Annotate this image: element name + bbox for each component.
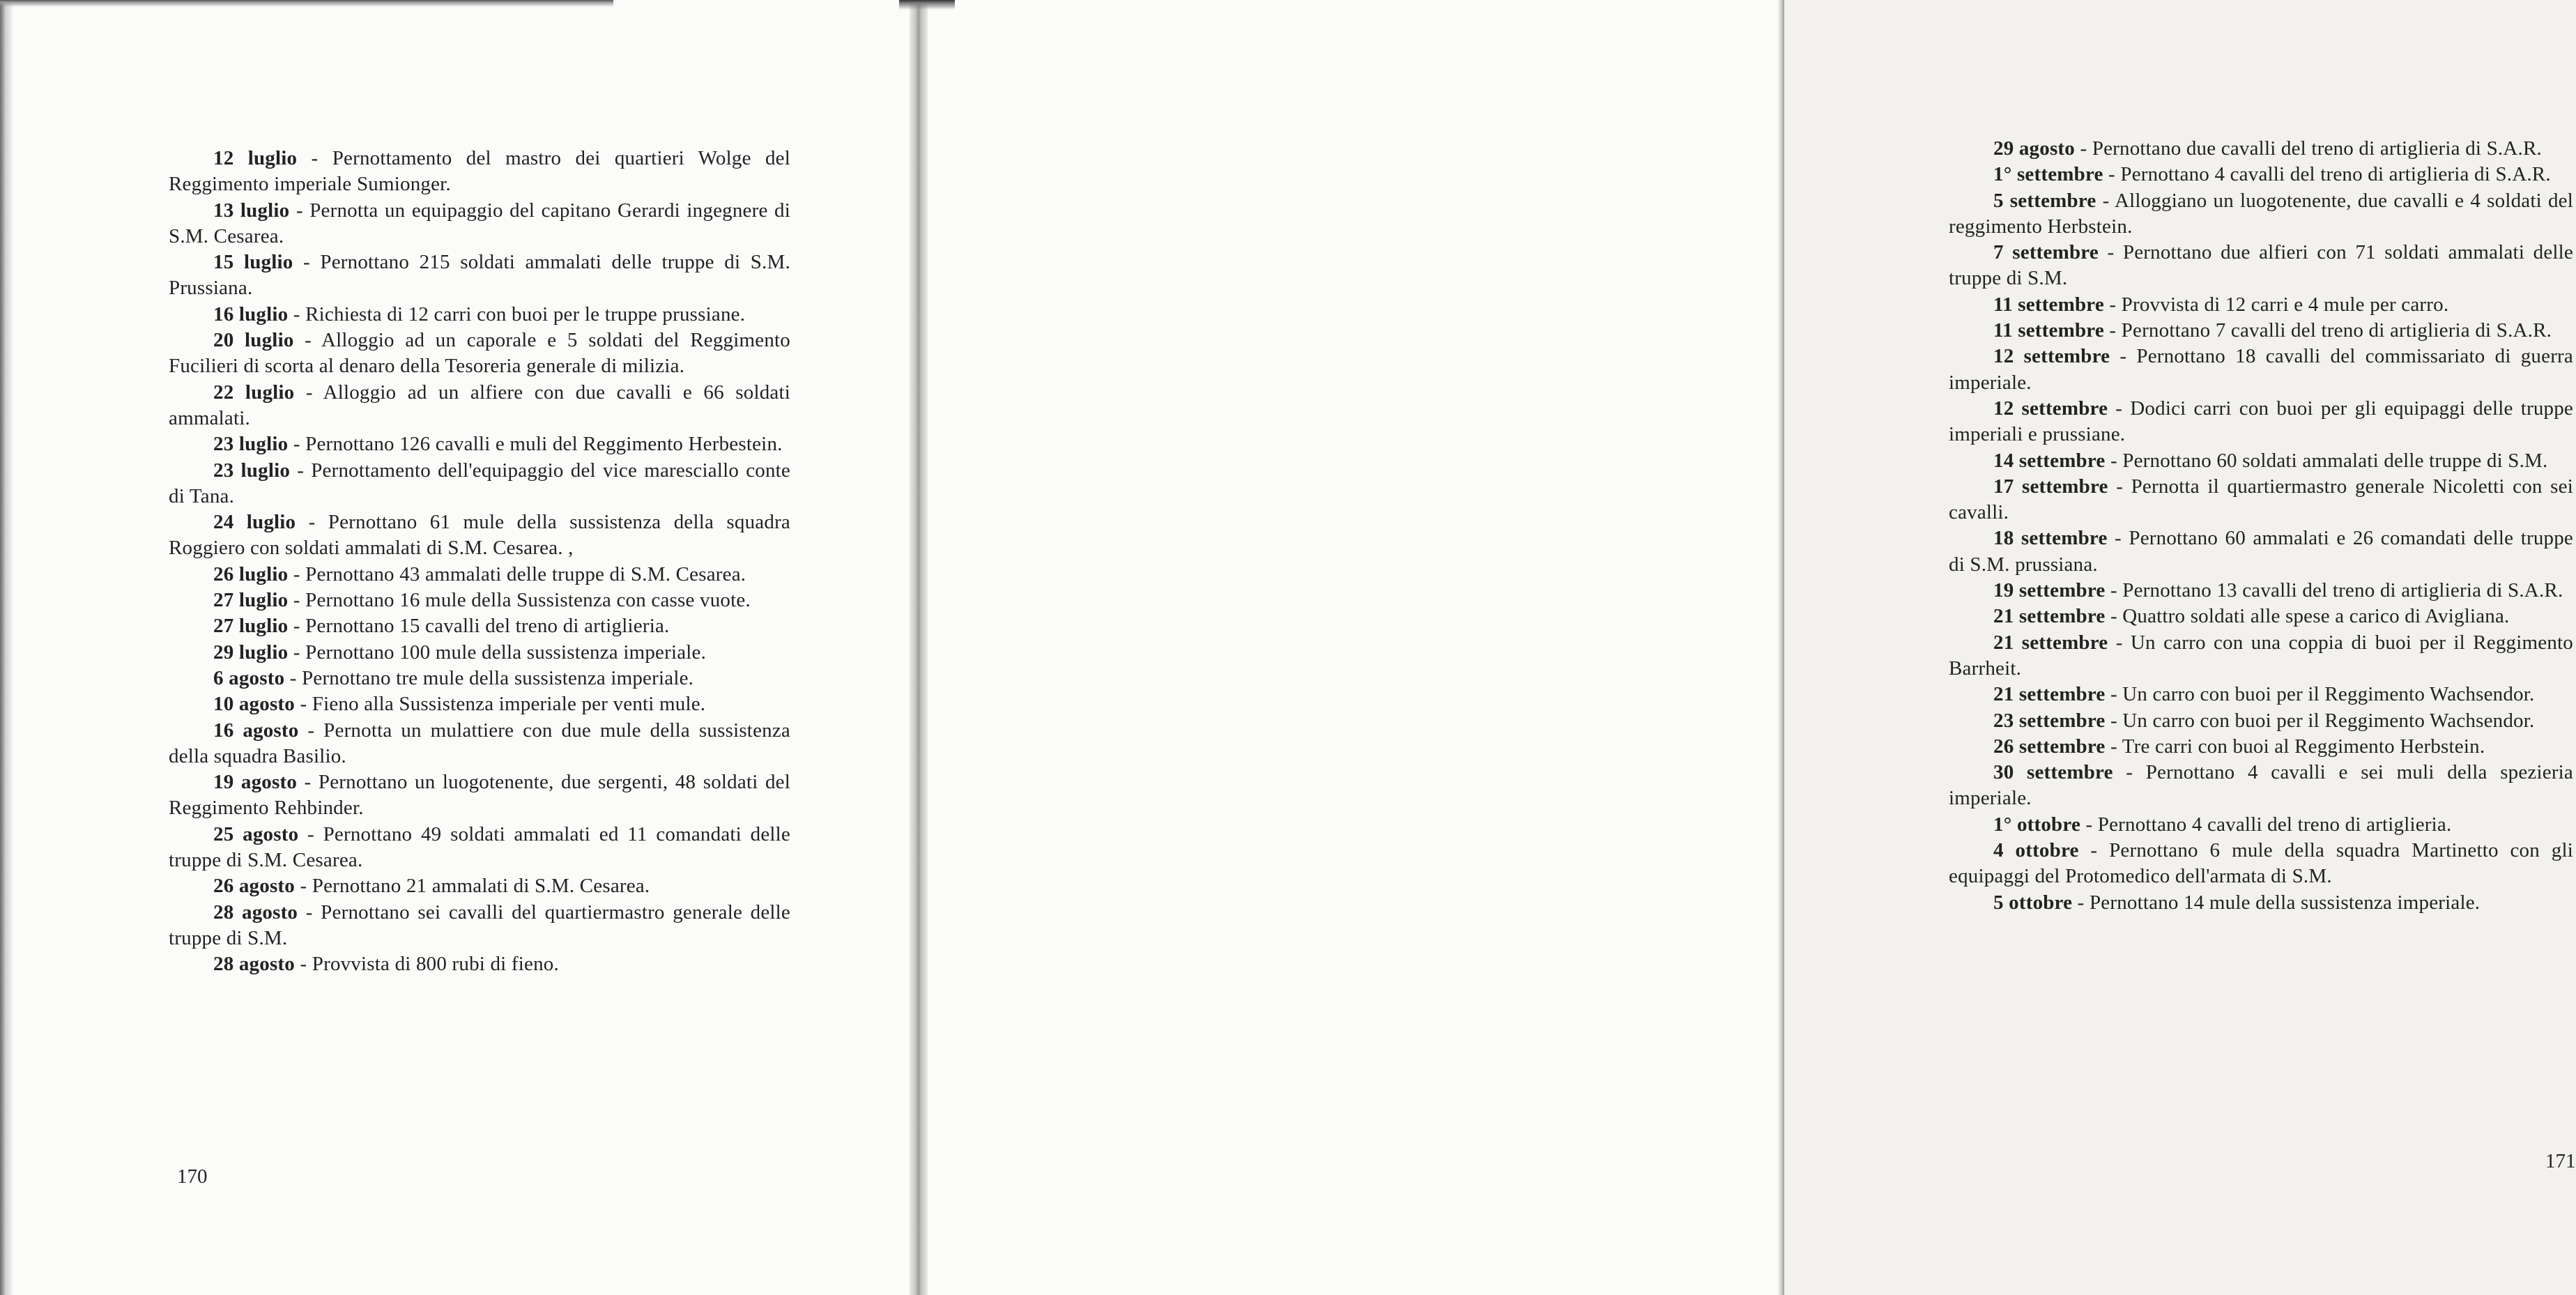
entry (1949, 162, 2573, 187)
entry-date: 16 agosto (213, 719, 299, 742)
entry-date: 24 luglio (213, 511, 296, 534)
entry-text: - Richiesta di 12 carri con buoi per le truppe prussiane. (288, 302, 746, 325)
entry (169, 146, 790, 198)
entry (169, 458, 790, 510)
entry-date: 27 luglio (213, 589, 289, 612)
entry-text: - Pernottano 60 soldati ammalati delle truppe di S.M. (2105, 449, 2548, 472)
entry-date: 26 luglio (213, 562, 289, 585)
entry-date: 23 settembre (1993, 709, 2106, 732)
entry (169, 951, 790, 977)
entry (1949, 890, 2573, 916)
entry-date: 6 agosto (213, 666, 285, 689)
entry-text: - Provvista di 12 carri e 4 mule per carro. (2103, 293, 2449, 316)
entry-text: - Pernottano 126 cavalli e muli del Reggimento Herbestein. (288, 433, 783, 456)
entry (1949, 448, 2573, 474)
entry (169, 822, 790, 874)
entry-text: - Pernottano 21 ammalati di S.M. Cesarea. (295, 875, 650, 898)
entry (169, 691, 790, 717)
entry (1949, 344, 2573, 396)
entry-text: - Pernottano due cavalli del treno di artiglieria di S.A.R. (2075, 137, 2542, 160)
entry (169, 718, 790, 770)
entry (169, 666, 790, 691)
entry (1949, 578, 2573, 604)
entry-date: 19 settembre (1993, 579, 2106, 602)
entry-text: - Pernottano 16 mule della Sussistenza con casse vuote. (288, 589, 751, 612)
entry (169, 328, 790, 380)
entry-text: - Pernottamento dell'equipaggio del vice maresciallo conte di Tana. (169, 459, 790, 507)
entry-text: - Alloggio ad un caporale e 5 soldati del Reggimento Fucilieri di scorta al denaro della Tesoreria generale di milizia. (169, 329, 790, 378)
entry-date: 23 luglio (213, 433, 289, 456)
entry (169, 302, 790, 328)
entry-text: - Pernottano 7 cavalli del treno di artiglieria di S.A.R. (2103, 319, 2552, 342)
entry-text: - Alloggio ad un alfiere con due cavalli e 66 soldati ammalati. (169, 381, 790, 429)
entry-text: - Dodici carri con buoi per gli equipaggi delle truppe imperiali e prussiane. (1949, 397, 2574, 446)
entry-date: 7 settembre (1993, 241, 2099, 264)
entry-date: 10 agosto (213, 693, 295, 716)
entry-text: - Pernottano 18 cavalli del commissariato di guerra imperiale. (1949, 345, 2573, 394)
entry (169, 509, 790, 562)
right-page (919, 0, 2576, 1295)
entry-text: - Pernottano due alfieri con 71 soldati ammalati delle truppe di S.M. (1949, 241, 2573, 290)
entry (1949, 604, 2573, 629)
entry-date: 28 agosto (213, 953, 295, 976)
entry-text: - Pernottano 49 soldati ammalati ed 11 comandati delle truppe di S.M. Cesarea. (169, 822, 791, 872)
entry-text: - Un carro con buoi per il Reggimento Wachsendor. (2105, 709, 2535, 732)
entry-text: - Pernottano 6 mule della squadra Martinetto con gli equipaggi del Protomedico dell'armata di S.M. (1949, 839, 2573, 888)
entry-date: 12 settembre (1993, 345, 2110, 368)
entry (1949, 474, 2573, 526)
page-edge-shadow-right (1777, 0, 1784, 1295)
entry (169, 873, 790, 899)
entry (169, 250, 790, 302)
entry-date: 23 luglio (213, 459, 291, 482)
entry (169, 431, 790, 457)
entry-text: - Pernotta un mulattiere con due mule della sussistenza della squadra Basilio. (169, 719, 790, 767)
gutter-top-shadow (899, 0, 955, 10)
entry-text: - Pernottano sei cavalli del quartiermastro generale delle truppe di S.M. (169, 901, 790, 949)
entry-text: - Un carro con una coppia di buoi per il Reggimento Barrheit. (1949, 631, 2573, 680)
entry (1949, 708, 2573, 734)
entry-text: - Pernottano 4 cavalli del treno di artiglieria. (2080, 813, 2452, 836)
entry-text: - Pernottano 60 ammalati e 26 comandati delle truppe di S.M. prussiana. (1949, 527, 2574, 576)
entry-date: 22 luglio (213, 381, 295, 404)
entry-text: - Pernottano 61 mule della sussistenza della squadra Roggiero con soldati ammalati di S.M. Cesarea. , (169, 511, 790, 560)
entry-text: - Provvista di 800 rubi di fieno. (295, 953, 559, 976)
page-edge-shadow (0, 0, 14, 1295)
entry (1949, 760, 2573, 812)
entry (169, 588, 790, 613)
entry-date: 13 luglio (213, 199, 290, 222)
entry-text: - Pernottano 4 cavalli e sei muli della spezieria imperiale. (1949, 761, 2574, 810)
entry-text: - Fieno alla Sussistenza imperiale per venti mule. (295, 693, 706, 716)
left-page-text (169, 146, 790, 978)
top-edge-shadow (0, 0, 613, 7)
entry-text: - Pernottano tre mule della sussistenza imperiale. (284, 666, 694, 689)
entry-date: 5 ottobre (1993, 891, 2073, 914)
entry-text: - Pernottano un luogotenente, due sergenti, 48 soldati del Reggimento Rehbinder. (169, 771, 790, 820)
entry (169, 769, 790, 822)
entry-text: - Pernottano 43 ammalati delle truppe di S.M. Cesarea. (288, 562, 746, 585)
entry (1949, 526, 2573, 578)
entry-date: 21 settembre (1993, 683, 2106, 706)
entry-date: 26 agosto (213, 875, 295, 898)
entry-date: 20 luglio (213, 329, 294, 352)
entry-date: 5 settembre (1993, 189, 2096, 212)
entry-date: 12 settembre (1993, 397, 2108, 420)
entry (1949, 838, 2573, 890)
entry (169, 640, 790, 666)
book-gutter (910, 0, 928, 1295)
entry-text: - Pernotta il quartiermastro generale Nicoletti con sei cavalli. (1949, 475, 2574, 524)
entry (1949, 318, 2573, 344)
entry-text: - Quattro soldati alle spese a carico di Avigliana. (2105, 605, 2510, 628)
entry-date: 29 agosto (1993, 137, 2075, 160)
entry-text: - Un carro con buoi per il Reggimento Wachsendor. (2105, 683, 2535, 706)
entry (1949, 682, 2573, 707)
right-page-text (1949, 136, 2573, 916)
entry (1949, 136, 2573, 162)
entry (1949, 396, 2573, 448)
entry-text: - Pernottano 13 cavalli del treno di artiglieria di S.A.R. (2105, 579, 2563, 602)
entry (169, 562, 790, 588)
entry-date: 18 settembre (1993, 527, 2108, 550)
entry (169, 380, 790, 432)
entry (1949, 630, 2573, 682)
entry-date: 21 settembre (1993, 631, 2108, 654)
entry (1949, 812, 2573, 838)
entry-text: - Pernottano 15 cavalli del treno di artiglieria. (288, 615, 670, 638)
entry-text: - Pernottano 14 mule della sussistenza imperiale. (2072, 891, 2481, 914)
entry-text: - Pernottano 215 soldati ammalati delle truppe di S.M. Prussiana. (169, 251, 790, 300)
entry (1949, 240, 2573, 292)
entry (1949, 188, 2573, 240)
entry-text: - Pernotta un equipaggio del capitano Gerardi ingegnere di S.M. Cesarea. (169, 199, 790, 247)
entry-text: - Pernottamento del mastro dei quartieri Wolge del Reggimento imperiale Sumionger. (169, 147, 790, 196)
entry-date: 14 settembre (1993, 449, 2106, 472)
entry-date: 16 luglio (213, 302, 289, 325)
entry-date: 4 ottobre (1993, 839, 2079, 862)
entry-date: 11 settembre (1993, 293, 2104, 316)
entry-text: - Pernottano 100 mule della sussistenza imperiale. (288, 641, 707, 664)
entry-date: 15 luglio (213, 251, 293, 274)
entry-text: - Tre carri con buoi al Reggimento Herbstein. (2105, 735, 2485, 758)
entry-date: 28 agosto (213, 901, 298, 924)
entry-date: 11 settembre (1993, 319, 2104, 342)
entry-date: 26 settembre (1993, 735, 2106, 758)
page-number-right: 171 (2545, 1150, 2576, 1172)
entry (1949, 734, 2573, 760)
entry (169, 900, 790, 952)
entry-text: - Alloggiano un luogotenente, due cavalli e 4 soldati del reggimento Herbstein. (1949, 189, 2573, 238)
entry-date: 1° ottobre (1993, 813, 2081, 836)
entry (1949, 292, 2573, 318)
page-number-left: 170 (177, 1165, 208, 1188)
entry-date: 17 settembre (1993, 475, 2108, 498)
entry-date: 30 settembre (1993, 761, 2113, 784)
entry (169, 613, 790, 639)
entry (169, 198, 790, 250)
entry-date: 19 agosto (213, 771, 298, 794)
entry-date: 12 luglio (213, 147, 298, 169)
entry-date: 1° settembre (1993, 163, 2103, 186)
entry-text: - Pernottano 4 cavalli del treno di artiglieria di S.A.R. (2103, 163, 2551, 186)
entry-date: 29 luglio (213, 641, 289, 664)
left-page (0, 0, 919, 1295)
entry-date: 25 agosto (213, 822, 299, 845)
entry-date: 21 settembre (1993, 605, 2106, 628)
entry-date: 27 luglio (213, 615, 289, 638)
